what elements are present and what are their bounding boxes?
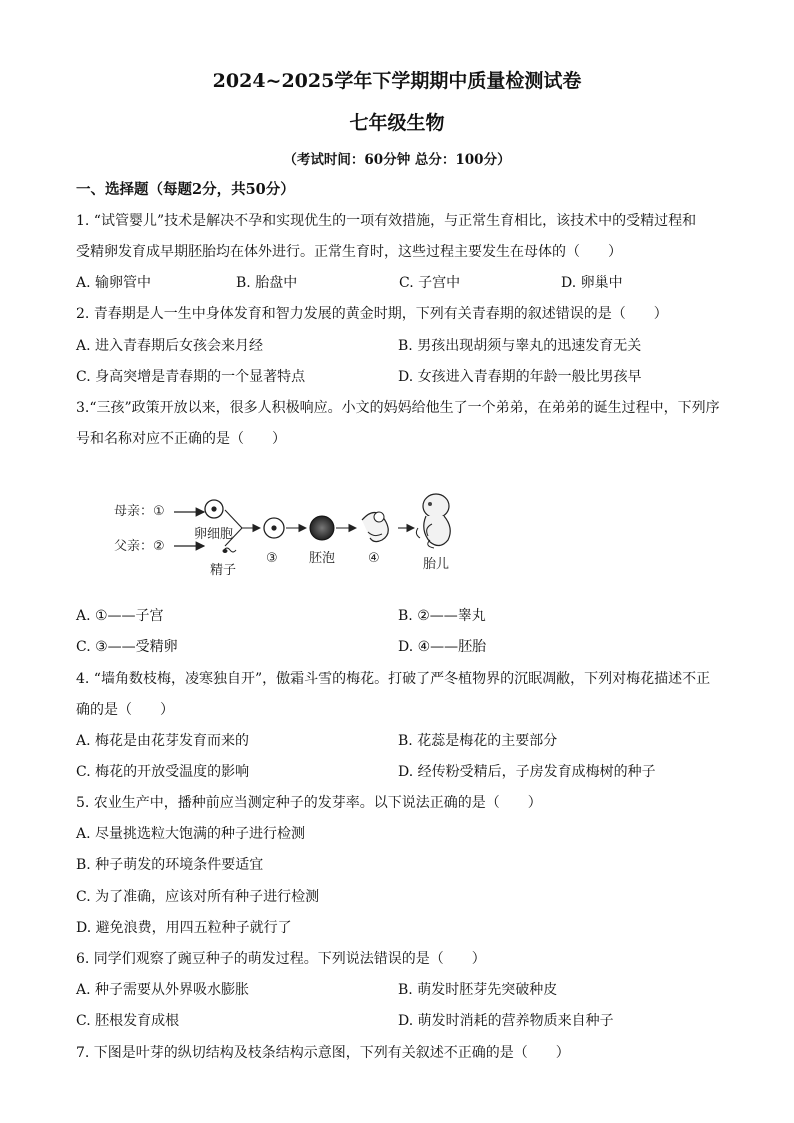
fetus-label: 胎儿: [423, 557, 450, 572]
embryo-icon: [362, 512, 388, 542]
embryo-number: ④: [368, 551, 380, 566]
q5-option-d: D. 避免浪费，用四五粒种子就行了: [76, 920, 292, 936]
q6-option-c: C. 胚根发育成根: [76, 1013, 180, 1029]
q1-option-d: D. 卵巢中: [561, 275, 623, 291]
q5-stem: 5. 农业生产中，播种前应当测定种子的发芽率。以下说法正确的是（ ）: [76, 795, 542, 811]
q3-stem-line1: 3.“三孩”政策开放以来，很多人积极响应。小文的妈妈给他生了一个弟弟，在弟弟的诞生过程中，下列序: [76, 400, 720, 416]
q2-option-d: D. 女孩进入青春期的年龄一般比男孩早: [398, 369, 642, 385]
father-label: 父亲：②: [114, 539, 165, 554]
q3-option-d: D. ④——胚胎: [398, 639, 487, 655]
reproduction-diagram: [100, 488, 460, 580]
q1-option-a: A. 输卵管中: [76, 275, 152, 291]
q4-option-d: D. 经传粉受精后，子房发育成梅树的种子: [398, 764, 656, 780]
q4-option-c: C. 梅花的开放受温度的影响: [76, 764, 250, 780]
q2-option-a: A. 进入青春期后女孩会来月经: [76, 338, 264, 354]
egg-label: 卵细胞: [194, 527, 234, 542]
q3-stem-line2: 号和名称对应不正确的是（ ）: [76, 431, 286, 447]
exam-info: （考试时间：60分钟 总分：100分）: [283, 152, 511, 168]
section-heading: 一、选择题（每题2分，共50分）: [76, 181, 295, 198]
sperm-label: 精子: [210, 563, 237, 578]
q3-option-a: A. ①——子宫: [76, 608, 164, 624]
q6-stem: 6. 同学们观察了豌豆种子的萌发过程。下列说法错误的是（ ）: [76, 951, 486, 967]
q5-option-a: A. 尽量挑选粒大饱满的种子进行检测: [76, 826, 306, 842]
zygote-number: ③: [266, 551, 278, 566]
q1-stem-line2: 受精卵发育成早期胚胎均在体外进行。正常生育时，这些过程主要发生在母体的（ ）: [76, 244, 622, 260]
q1-option-c: C. 子宫中: [399, 275, 461, 291]
q4-stem-line2: 确的是（ ）: [76, 702, 174, 718]
q7-stem: 7. 下图是叶芽的纵切结构及枝条结构示意图，下列有关叙述不正确的是（ ）: [76, 1045, 570, 1061]
q4-option-a: A. 梅花是由花芽发育而来的: [76, 733, 250, 749]
blastocyst-icon: [310, 516, 334, 540]
subject-title: 七年级生物: [349, 112, 445, 134]
q3-option-c: C. ③——受精卵: [76, 639, 178, 655]
q5-option-b: B. 种子萌发的环境条件要适宜: [76, 857, 264, 873]
q4-stem-line1: 4. “墙角数枝梅，凌寒独自开”，傲霜斗雪的梅花。打破了严冬植物界的沉眠凋敝，下列对梅花描述不正: [76, 671, 711, 687]
q2-option-c: C. 身高突增是青春期的一个显著特点: [76, 369, 306, 385]
q1-option-b: B. 胎盘中: [236, 275, 298, 291]
mother-label: 母亲：①: [114, 504, 165, 519]
q1-stem-line1: 1. “试管婴儿”技术是解决不孕和实现优生的一项有效措施，与正常生育相比，该技术中的受精过程和: [76, 213, 697, 229]
exam-title: 2024~2025学年下学期期中质量检测试卷: [212, 70, 582, 92]
fetus-icon: [416, 494, 450, 548]
blastocyst-label: 胚泡: [309, 551, 336, 566]
q4-option-b: B. 花蕊是梅花的主要部分: [398, 733, 558, 749]
q2-option-b: B. 男孩出现胡须与睾丸的迅速发育无关: [398, 338, 642, 354]
q6-option-d: D. 萌发时消耗的营养物质来自种子: [398, 1013, 614, 1029]
q6-option-b: B. 萌发时胚芽先突破种皮: [398, 982, 558, 998]
q6-option-a: A. 种子需要从外界吸水膨胀: [76, 982, 250, 998]
q5-option-c: C. 为了准确，应该对所有种子进行检测: [76, 889, 320, 905]
q2-stem: 2. 青春期是人一生中身体发育和智力发展的黄金时期，下列有关青春期的叙述错误的是（ ）: [76, 306, 668, 322]
q3-option-b: B. ②——睾丸: [398, 608, 486, 624]
